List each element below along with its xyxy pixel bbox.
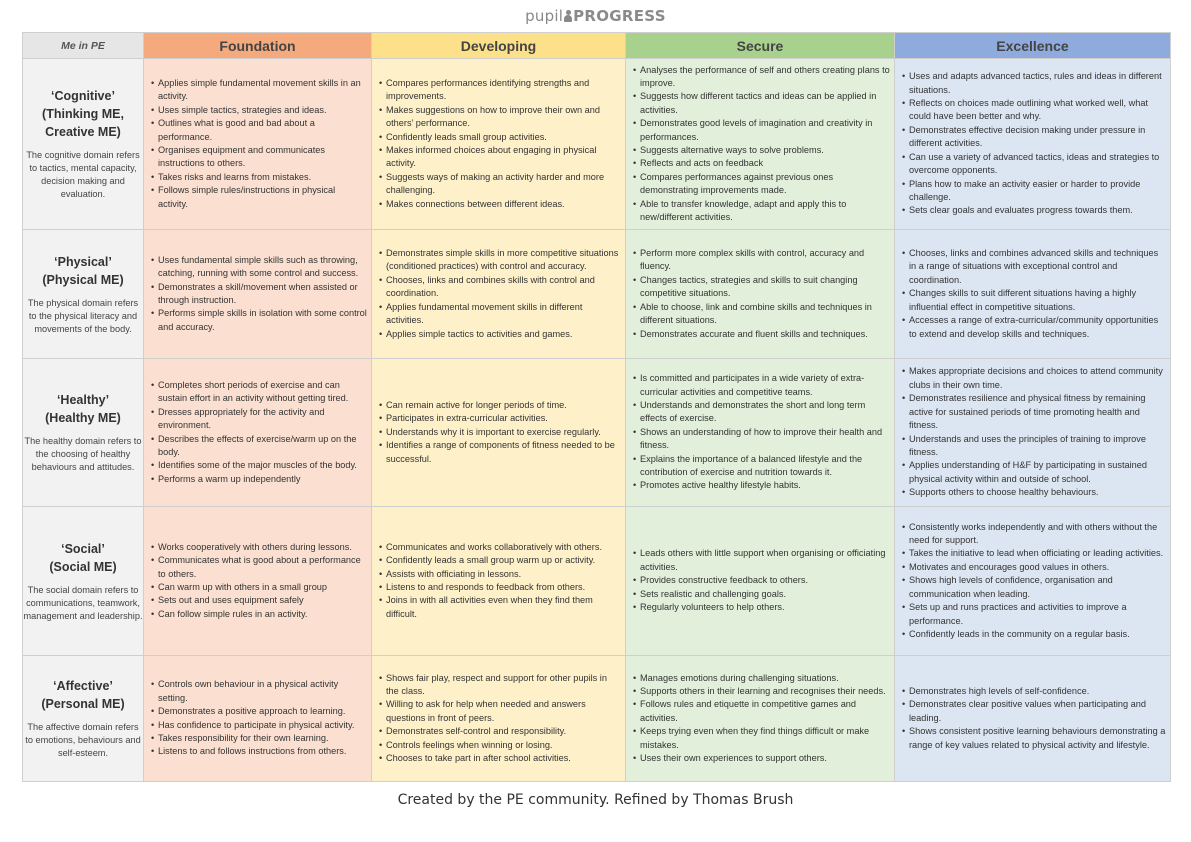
descriptor-list	[372, 399, 625, 466]
descriptor-item: • Uses fundamental simple skills such as throwing, catching, running with some control and success.	[151, 254, 367, 281]
descriptor-list	[372, 672, 625, 766]
footer-credit: Created by the PE community. Refined by Thomas Brush	[397, 792, 794, 808]
descriptor-list	[895, 521, 1170, 642]
descriptor-item: • Follows simple rules/instructions in physical activity.	[151, 184, 367, 211]
descriptor-item: • Leads others with little support when organising or officiating activities.	[633, 547, 890, 574]
header-row	[23, 33, 1171, 59]
descriptor-item: • Controls feelings when winning or losing.	[379, 739, 621, 752]
descriptor-item: • Changes tactics, strategies and skills to suit changing competitive situations.	[633, 274, 890, 301]
descriptor-item: • Compares performances against previous ones demonstrating improvements made.	[633, 171, 890, 198]
descriptor-item: • Performs a warm up independently	[151, 473, 367, 486]
descriptor-item: • Willing to ask for help when needed and answers questions in front of peers.	[379, 698, 621, 725]
descriptor-item: • Takes risks and learns from mistakes.	[151, 171, 367, 184]
descriptor-item: • Shows consistent positive learning behaviours demonstrating a range of key values related to physical activity and lifestyle.	[902, 725, 1166, 752]
descriptor-item: • Uses simple tactics, strategies and ideas.	[151, 104, 367, 117]
descriptor-list	[144, 678, 371, 758]
domain-description: The social domain refers to communications, teamwork, management and leadership.	[23, 584, 143, 621]
domain-row-physical	[23, 230, 1171, 359]
descriptor-list	[895, 365, 1170, 499]
descriptor-item: • Joins in with all activities even when they find them difficult.	[379, 594, 621, 621]
descriptor-item: • Supports others to choose healthy behaviours.	[902, 486, 1166, 499]
descriptor-item: • Is committed and participates in a wide variety of extra-curricular activities and competitive teams.	[633, 372, 890, 399]
developing-cell	[372, 507, 626, 656]
domain-description: The physical domain refers to the physical literacy and movements of the body.	[27, 297, 139, 334]
domain-description: The healthy domain refers to the choosing of healthy behaviours and attitudes.	[24, 436, 142, 472]
descriptor-item: • Changes skills to suit different situations having a highly influential effect in competitive situations.	[902, 287, 1166, 314]
descriptor-item: • Follows rules and etiquette in competitive games and activities.	[633, 698, 890, 725]
descriptor-item: • Sets realistic and challenging goals.	[633, 588, 890, 601]
descriptor-item: • Controls own behaviour in a physical activity setting.	[151, 678, 367, 705]
descriptor-item: • Demonstrates accurate and fluent skills and techniques.	[633, 328, 890, 341]
descriptor-item: • Performs simple skills in isolation with some control and accuracy.	[151, 307, 367, 334]
descriptor-item: • Able to choose, link and combine skills and techniques in different situations.	[633, 301, 890, 328]
descriptor-item: • Listens to and follows instructions from others.	[151, 745, 367, 758]
excellence-cell	[895, 359, 1171, 507]
descriptor-item: • Uses and adapts advanced tactics, rules and ideas in different situations.	[902, 70, 1166, 97]
descriptor-item: • Applies fundamental movement skills in different activities.	[379, 301, 621, 328]
descriptor-list	[626, 547, 894, 614]
descriptor-list	[895, 70, 1170, 217]
descriptor-item: • Chooses to take part in after school activities.	[379, 752, 621, 765]
descriptor-item: • Organises equipment and communicates instructions to others.	[151, 144, 367, 171]
descriptor-item: • Able to transfer knowledge, adapt and apply this to new/different activities.	[633, 198, 890, 225]
descriptor-item: • Dresses appropriately for the activity and environment.	[151, 406, 367, 433]
descriptor-item: • Outlines what is good and bad about a performance.	[151, 117, 367, 144]
descriptor-item: • Suggests ways of making an activity harder and more challenging.	[379, 171, 621, 198]
secure-cell	[626, 359, 895, 507]
descriptor-item: • Has confidence to participate in physical activity.	[151, 719, 367, 732]
descriptor-item: • Makes connections between different ideas.	[379, 198, 621, 211]
descriptor-item: • Applies simple fundamental movement skills in an activity.	[151, 77, 367, 104]
descriptor-item: • Can follow simple rules in an activity.	[151, 608, 367, 621]
descriptor-item: • Participates in extra-curricular activities.	[379, 412, 621, 425]
developing-cell	[372, 230, 626, 359]
descriptor-list	[626, 247, 894, 341]
descriptor-item: • Demonstrates simple skills in more competitive situations (conditioned practices) with control and accuracy.	[379, 247, 621, 274]
descriptor-item: • Reflects and acts on feedback	[633, 157, 890, 170]
domain-title: ‘Physical’ (Physical ME)	[42, 254, 124, 287]
excellence-cell	[895, 59, 1171, 230]
developing-cell	[372, 656, 626, 782]
descriptor-item: • Listens to and responds to feedback from others.	[379, 581, 621, 594]
header-me-in-pe: Me in PE	[23, 33, 144, 59]
developing-cell	[372, 59, 626, 230]
secure-cell	[626, 656, 895, 782]
excellence-cell	[895, 656, 1171, 782]
descriptor-list	[372, 247, 625, 341]
header-excellence: Excellence	[895, 33, 1171, 59]
descriptor-item: • Keeps trying even when they find things difficult or make mistakes.	[633, 725, 890, 752]
descriptor-item: • Understands and uses the principles of training to improve fitness.	[902, 433, 1166, 460]
descriptor-item: • Identifies a range of components of fitness needed to be successful.	[379, 439, 621, 466]
descriptor-item: • Can remain active for longer periods of time.	[379, 399, 621, 412]
descriptor-item: • Describes the effects of exercise/warm up on the body.	[151, 433, 367, 460]
descriptor-item: • Sets up and runs practices and activities to improve a performance.	[902, 601, 1166, 628]
excellence-cell	[895, 507, 1171, 656]
descriptor-item: • Understands why it is important to exercise regularly.	[379, 426, 621, 439]
header-developing: Developing	[372, 33, 626, 59]
domain-row-social	[23, 507, 1171, 656]
descriptor-item: • Demonstrates self-control and responsibility.	[379, 725, 621, 738]
domain-cell	[23, 230, 144, 359]
domain-cell	[23, 59, 144, 230]
descriptor-item: • Confidently leads a small group warm up or activity.	[379, 554, 621, 567]
descriptor-item: • Suggests how different tactics and ideas can be applied in activities.	[633, 90, 890, 117]
descriptor-item: • Shows an understanding of how to improve their health and fitness.	[633, 426, 890, 453]
domain-cell	[23, 656, 144, 782]
descriptor-item: • Communicates what is good about a performance to others.	[151, 554, 367, 581]
descriptor-item: • Can warm up with others in a small group	[151, 581, 367, 594]
descriptor-item: • Can use a variety of advanced tactics, ideas and strategies to overcome opponents.	[902, 151, 1166, 178]
descriptor-list	[626, 672, 894, 766]
descriptor-item: • Works cooperatively with others during lessons.	[151, 541, 367, 554]
foundation-cell	[144, 507, 372, 656]
descriptor-item: • Accesses a range of extra-curricular/community opportunities to extend and develop skills and techniques.	[902, 314, 1166, 341]
descriptor-item: • Completes short periods of exercise and can sustain effort in an activity without getting tired.	[151, 379, 367, 406]
domain-row-cognitive	[23, 59, 1171, 230]
domain-title: ‘Cognitive’ (Thinking ME, Creative ME)	[42, 89, 124, 139]
descriptor-item: • Sets clear goals and evaluates progress towards them.	[902, 204, 1166, 217]
descriptor-item: • Perform more complex skills with control, accuracy and fluency.	[633, 247, 890, 274]
descriptor-item: • Demonstrates high levels of self-confidence.	[902, 685, 1166, 698]
descriptor-list	[372, 541, 625, 621]
descriptor-list	[626, 64, 894, 225]
descriptor-item: • Demonstrates a skill/movement when assisted or through instruction.	[151, 281, 367, 308]
secure-cell	[626, 59, 895, 230]
descriptor-item: • Applies simple tactics to activities and games.	[379, 328, 621, 341]
descriptor-item: • Communicates and works collaboratively with others.	[379, 541, 621, 554]
descriptor-item: • Plans how to make an activity easier or harder to provide challenge.	[902, 178, 1166, 205]
descriptor-item: • Chooses, links and combines advanced skills and techniques in a range of situations with exceptional control and coordination.	[902, 247, 1166, 287]
descriptor-item: • Provides constructive feedback to others.	[633, 574, 890, 587]
header-foundation: Foundation	[144, 33, 372, 59]
descriptor-list	[144, 254, 371, 334]
descriptor-item: • Takes responsibility for their own learning.	[151, 732, 367, 745]
descriptor-item: • Demonstrates a positive approach to learning.	[151, 705, 367, 718]
secure-cell	[626, 230, 895, 359]
brand-logo	[0, 7, 1191, 25]
domain-title: ‘Affective’ (Personal ME)	[41, 679, 125, 711]
descriptor-item: • Reflects on choices made outlining what worked well, what could have been better and why.	[902, 97, 1166, 124]
domain-cell	[23, 359, 144, 507]
descriptor-list	[144, 379, 371, 486]
descriptor-item: • Demonstrates resilience and physical fitness by remaining active for sustained periods of time promoting health and fitness.	[902, 392, 1166, 432]
descriptor-item: • Demonstrates clear positive values when participating and leading.	[902, 698, 1166, 725]
descriptor-item: • Takes the initiative to lead when officiating or leading activities.	[902, 547, 1166, 560]
descriptor-item: • Motivates and encourages good values in others.	[902, 561, 1166, 574]
descriptor-item: • Shows high levels of confidence, organisation and communication when leading.	[902, 574, 1166, 601]
descriptor-item: • Assists with officiating in lessons.	[379, 568, 621, 581]
descriptor-list	[895, 247, 1170, 341]
descriptor-item: • Shows fair play, respect and support for other pupils in the class.	[379, 672, 621, 699]
descriptor-list	[372, 77, 625, 211]
header-secure: Secure	[626, 33, 895, 59]
domain-title: ‘Social’ (Social ME)	[49, 541, 117, 574]
descriptor-item: • Suggests alternative ways to solve problems.	[633, 144, 890, 157]
descriptor-item: • Makes suggestions on how to improve their own and others’ performance.	[379, 104, 621, 131]
foundation-cell	[144, 230, 372, 359]
secure-cell	[626, 507, 895, 656]
descriptor-item: • Makes informed choices about engaging in physical activity.	[379, 144, 621, 171]
foundation-cell	[144, 359, 372, 507]
domain-description: The cognitive domain refers to tactics, mental capacity, decision making and evaluation.	[26, 150, 140, 199]
logo-pupil-text: pupil	[525, 7, 564, 25]
descriptor-item: • Identifies some of the major muscles of the body.	[151, 459, 367, 472]
descriptor-item: • Understands and demonstrates the short and long term effects of exercise.	[633, 399, 890, 426]
excellence-cell	[895, 230, 1171, 359]
descriptor-item: • Supports others in their learning and recognises their needs.	[633, 685, 890, 698]
descriptor-item: • Regularly volunteers to help others.	[633, 601, 890, 614]
descriptor-item: • Confidently leads small group activities.	[379, 131, 621, 144]
domain-description: The affective domain refers to emotions, behaviours and self-esteem.	[25, 722, 141, 758]
domain-title: ‘Healthy’ (Healthy ME)	[45, 393, 121, 425]
descriptor-item: • Explains the importance of a balanced lifestyle and the contribution of exercise and nutrition towards it.	[633, 453, 890, 480]
descriptor-item: • Consistently works independently and with others without the need for support.	[902, 521, 1166, 548]
descriptor-item: • Applies understanding of H&F by participating in sustained physical activity within and outside of school.	[902, 459, 1166, 486]
descriptor-item: • Makes appropriate decisions and choices to attend community clubs in their own time.	[902, 365, 1166, 392]
descriptor-item: • Uses their own experiences to support others.	[633, 752, 890, 765]
descriptor-item: • Chooses, links and combines skills with control and coordination.	[379, 274, 621, 301]
logo-progress-text: PROGRESS	[573, 7, 666, 25]
descriptor-item: • Manages emotions during challenging situations.	[633, 672, 890, 685]
foundation-cell	[144, 59, 372, 230]
descriptor-item: • Promotes active healthy lifestyle habits.	[633, 479, 890, 492]
descriptor-list	[144, 541, 371, 621]
domain-row-affective	[23, 656, 1171, 782]
person-icon	[564, 10, 572, 22]
domain-cell	[23, 507, 144, 656]
progress-grid	[22, 32, 1171, 782]
descriptor-item: • Analyses the performance of self and others creating plans to improve.	[633, 64, 890, 91]
descriptor-list	[144, 77, 371, 211]
descriptor-item: • Sets out and uses equipment safely	[151, 594, 367, 607]
descriptor-list	[626, 372, 894, 493]
foundation-cell	[144, 656, 372, 782]
descriptor-item: • Compares performances identifying strengths and improvements.	[379, 77, 621, 104]
domain-row-healthy	[23, 359, 1171, 507]
descriptor-list	[895, 685, 1170, 752]
developing-cell	[372, 359, 626, 507]
descriptor-item: • Demonstrates effective decision making under pressure in different activities.	[902, 124, 1166, 151]
descriptor-item: • Demonstrates good levels of imagination and creativity in performances.	[633, 117, 890, 144]
descriptor-item: • Confidently leads in the community on a regular basis.	[902, 628, 1166, 641]
